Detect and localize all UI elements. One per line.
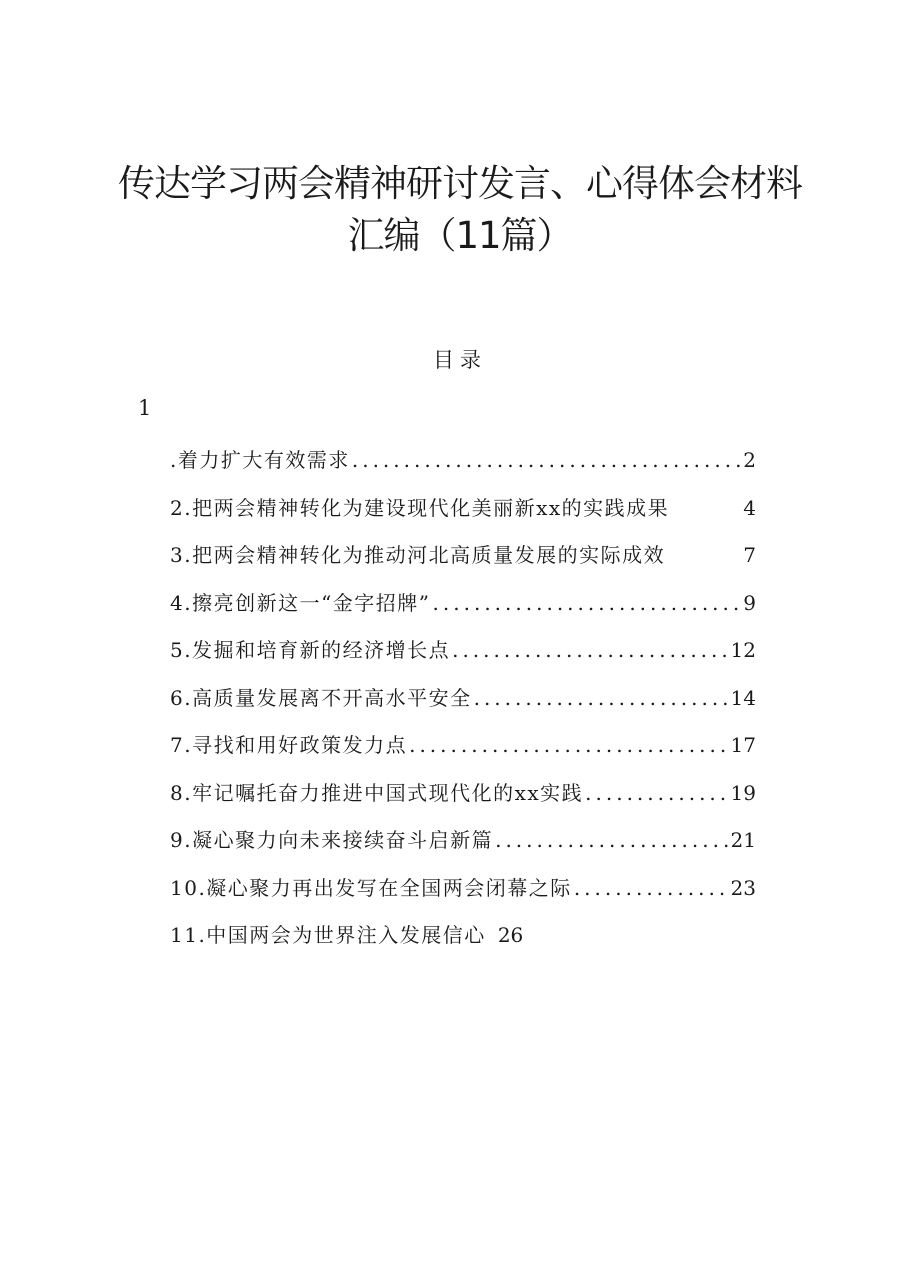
toc-entry[interactable] [170,723,756,771]
toc-entry-page: 17 [730,733,756,757]
toc-entry-page: 2 [743,448,756,472]
toc-dot-leader [409,723,728,767]
toc-entry-title: 11.中国两会为世界注入发展信心 [170,923,486,947]
toc-entry-page: 7 [743,543,756,567]
toc-entry-title: 7.寻找和用好政策发力点 [170,733,408,757]
toc-entry-page: 4 [743,495,756,520]
toc-dot-leader [474,676,729,720]
toc-entry-page: 12 [730,638,756,662]
toc-dot-leader [495,818,728,862]
toc-entry-page: 21 [730,828,756,852]
toc-entry-title: 10.凝心聚力再出发写在全国两会闭幕之际 [170,875,572,900]
toc-entry[interactable] [170,913,756,961]
toc-entry[interactable] [170,438,756,486]
toc-entry[interactable] [170,581,756,629]
toc-dot-leader [352,438,741,482]
toc-dot-leader [585,771,728,815]
table-of-contents [170,438,756,961]
toc-entry-page: 26 [497,923,524,947]
toc-entry-page: 14 [730,685,756,710]
toc-entry-title: 9.凝心聚力向未来接续奋斗启新篇 [170,828,494,852]
toc-entry-title: 4.擦亮创新这一“金字招牌” [170,590,431,615]
toc-dot-leader [433,581,742,625]
toc-section-number: 1 [138,396,152,420]
toc-entry-title: 2.把两会精神转化为建设现代化美丽新xx的实践成果 [170,495,670,520]
document-title: 传达学习两会精神研讨发言、心得体会材料汇编（11篇） [118,162,802,257]
toc-dot-leader [574,866,729,910]
toc-entry[interactable] [170,866,756,914]
toc-entry-page: 9 [743,590,756,615]
toc-entry-page: 23 [730,875,756,900]
toc-entry-title: 3.把两会精神转化为推动河北高质量发展的实际成效 [170,543,666,567]
toc-entry[interactable] [170,533,756,581]
toc-entry[interactable] [170,676,756,724]
toc-entry[interactable] [170,486,756,534]
toc-entry-page: 19 [730,780,756,805]
toc-entry-title: .着力扩大有效需求 [170,448,350,472]
toc-entry-title: 8.牢记嘱托奋力推进中国式现代化的xx实践 [170,780,584,805]
toc-entry-title: 6.高质量发展离不开高水平安全 [170,685,472,710]
toc-heading: 目录 [433,348,487,372]
toc-entry[interactable] [170,771,756,819]
toc-entry[interactable] [170,628,756,676]
toc-dot-leader [452,628,728,672]
toc-entry-title: 5.发掘和培育新的经济增长点 [170,638,451,662]
toc-entry[interactable] [170,818,756,866]
